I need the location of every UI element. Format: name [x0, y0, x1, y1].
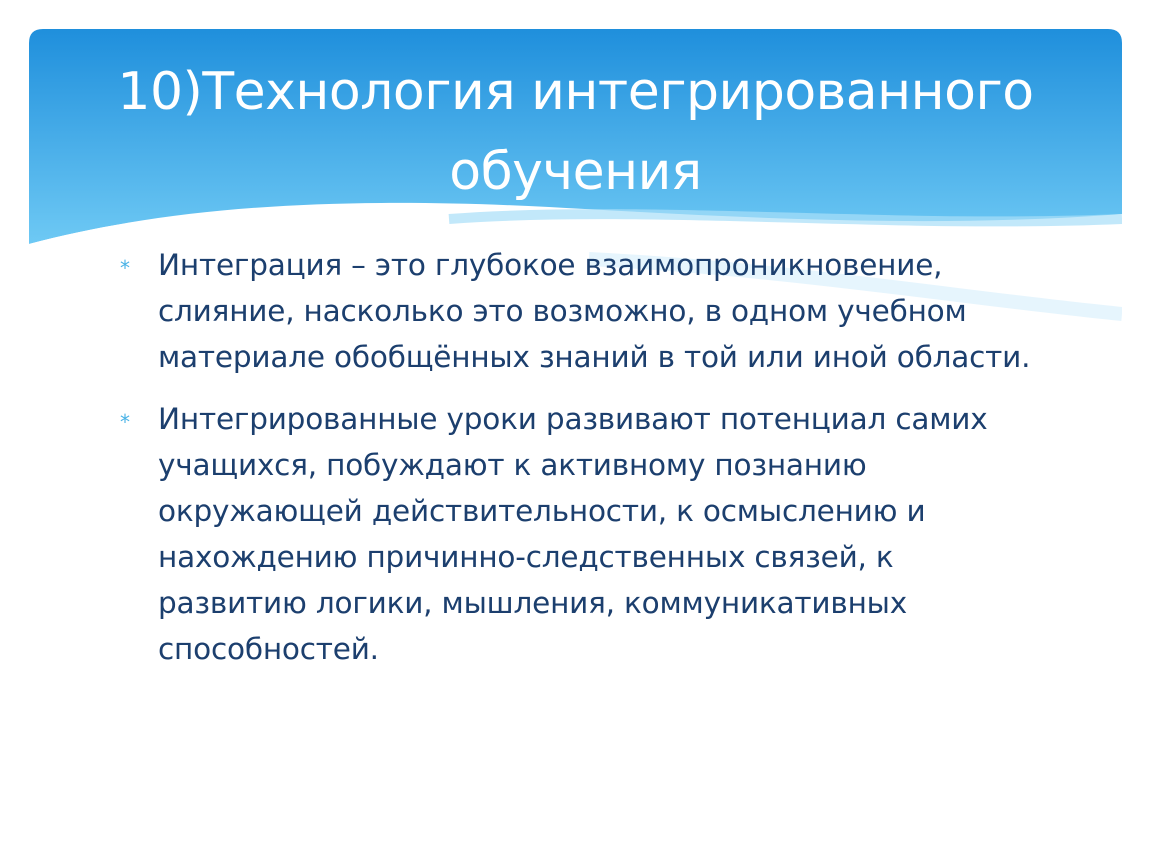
asterisk-bullet-icon: * — [120, 410, 130, 434]
bullet-text: Интегрированные уроки развивают потенциал самих учащихся, побуждают к активному познанию окружающей действительности, к осмыслению и нахождению причинно-следственных связей, к развитию логики, мышления, коммуникативных способностей. — [158, 402, 988, 666]
bullet-list — [118, 242, 1038, 688]
bullet-text: Интеграция – это глубокое взаимопроникновение, слияние, насколько это возможно, в одном учебном материале обобщённых знаний в той или иной области. — [158, 248, 1031, 374]
asterisk-bullet-icon: * — [120, 256, 130, 280]
bullet-item — [118, 396, 1038, 672]
slide-title — [29, 52, 1122, 212]
bullet-item — [118, 242, 1038, 380]
slide-title-line-2: обучения — [449, 142, 702, 202]
slide-title-line-1: 10)Технология интегрированного — [117, 62, 1034, 122]
